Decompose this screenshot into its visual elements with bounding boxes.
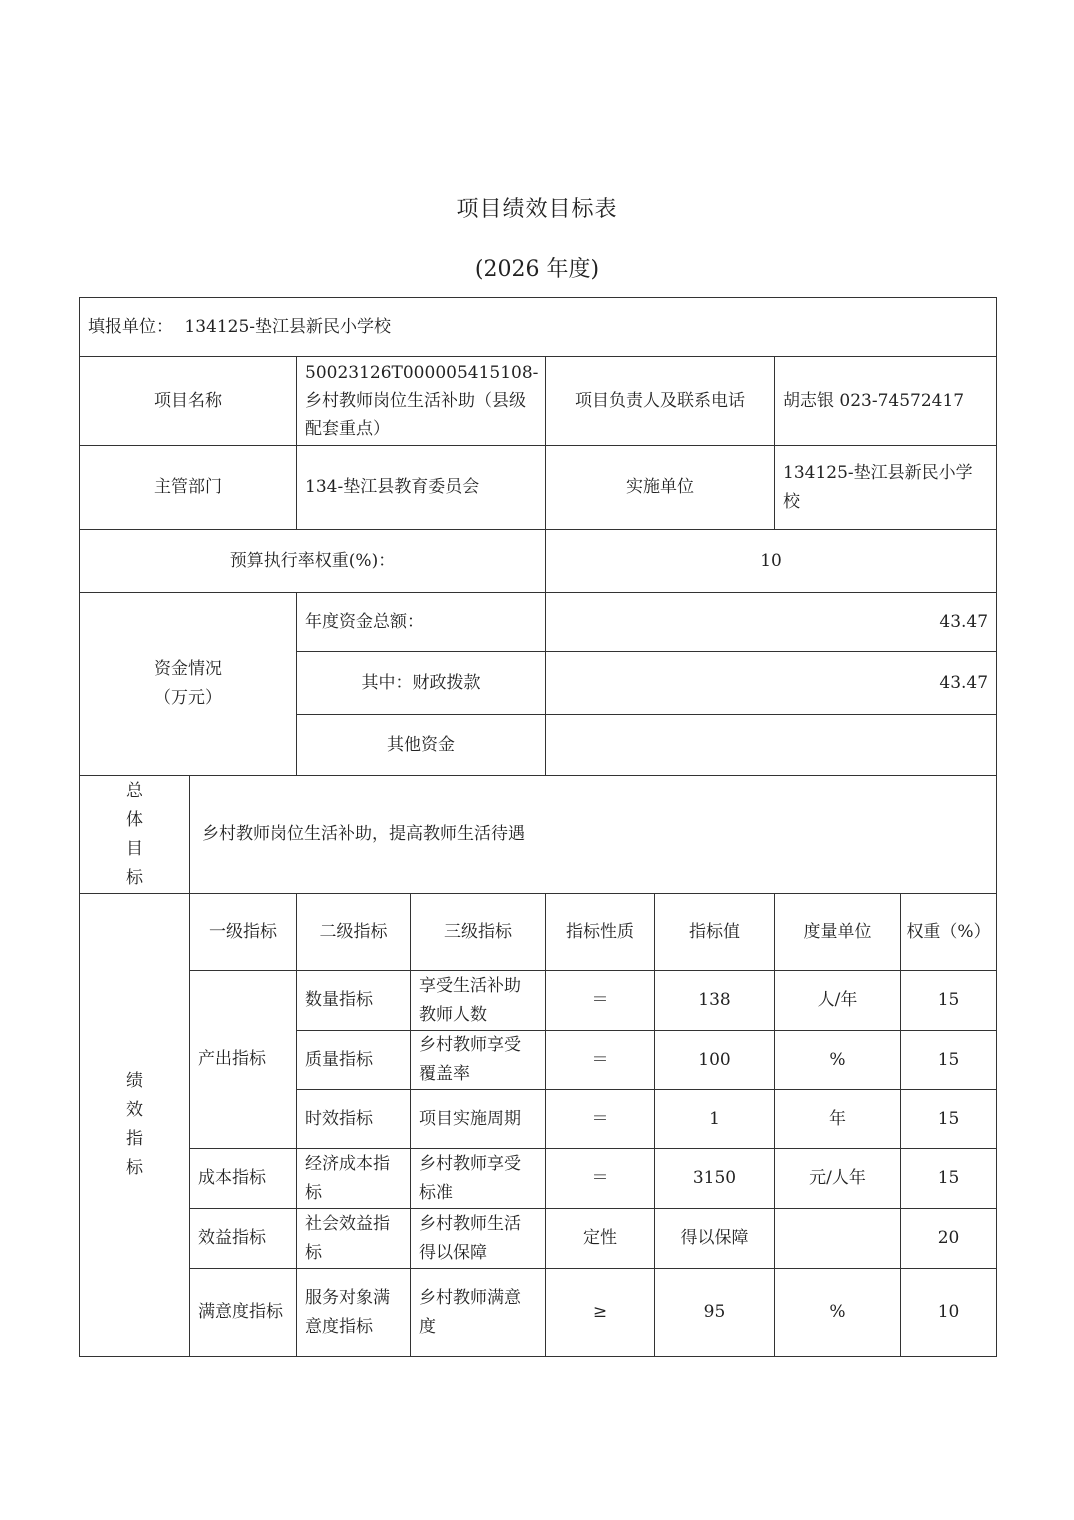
- level1-output: 产出指标: [190, 971, 297, 1149]
- value-cell: 138: [655, 971, 775, 1031]
- level3-cell: 享受生活补助教师人数: [411, 971, 546, 1031]
- performance-goal-table: [79, 297, 997, 1357]
- level3-cell: 乡村教师生活得以保障: [411, 1209, 546, 1269]
- weight-cell: 10: [901, 1269, 997, 1357]
- project-name-row: [80, 357, 997, 446]
- department-label: 主管部门: [80, 446, 297, 530]
- overall-goal-text: 乡村教师岗位生活补助，提高教师生活待遇: [190, 776, 997, 894]
- perf-indicator-label: [80, 894, 190, 1357]
- contact-value: 胡志银 023-74572417: [775, 357, 997, 446]
- implementer-label: 实施单位: [546, 446, 775, 530]
- level3-cell: 乡村教师享受覆盖率: [411, 1031, 546, 1090]
- perf-label-char-4: 标: [126, 1158, 143, 1178]
- reporting-unit-cell: [80, 298, 997, 357]
- level1-satisfaction: 满意度指标: [190, 1269, 297, 1357]
- value-cell: 1: [655, 1090, 775, 1149]
- unit-cell: 人/年: [775, 971, 901, 1031]
- nature-cell: ＝: [546, 971, 655, 1031]
- nature-cell: 定性: [546, 1209, 655, 1269]
- funds-label-2: （万元）: [154, 688, 222, 708]
- other-funds-label: 其他资金: [297, 715, 546, 776]
- level2-cell: 社会效益指标: [297, 1209, 411, 1269]
- weight-cell: 15: [901, 971, 997, 1031]
- unit-cell: %: [775, 1031, 901, 1090]
- budget-rate-value: 10: [546, 530, 997, 593]
- other-funds-value: [546, 715, 997, 776]
- header-level1: 一级指标: [190, 894, 297, 971]
- annual-total-row: [80, 593, 997, 652]
- value-cell: 3150: [655, 1149, 775, 1209]
- annual-total-value: 43.47: [546, 593, 997, 652]
- unit-cell: 年: [775, 1090, 901, 1149]
- perf-label-char-3: 指: [126, 1129, 143, 1149]
- overall-goal-char-3: 目: [126, 838, 143, 859]
- project-name-code: 50023126T000005415108-: [305, 363, 539, 383]
- value-cell: 100: [655, 1031, 775, 1090]
- nature-cell: ＝: [546, 1149, 655, 1209]
- level2-cell: 时效指标: [297, 1090, 411, 1149]
- budget-rate-label: 预算执行率权重(%)：: [80, 530, 546, 593]
- table-row: [80, 1149, 997, 1209]
- overall-goal-row: [80, 776, 997, 894]
- project-name-label: 项目名称: [80, 357, 297, 446]
- unit-cell: [775, 1209, 901, 1269]
- level2-cell: 服务对象满意度指标: [297, 1269, 411, 1357]
- project-name-value: [297, 357, 546, 446]
- level3-cell: 乡村教师享受标准: [411, 1149, 546, 1209]
- reporting-unit-label: 填报单位：: [88, 316, 173, 337]
- fiscal-label: 其中：财政拨款: [297, 652, 546, 715]
- overall-goal-label: [80, 776, 190, 894]
- department-row: [80, 446, 997, 530]
- value-cell: 得以保障: [655, 1209, 775, 1269]
- weight-cell: 15: [901, 1031, 997, 1090]
- budget-rate-row: [80, 530, 997, 593]
- level3-cell: 乡村教师满意度: [411, 1269, 546, 1357]
- header-nature: 指标性质: [546, 894, 655, 971]
- level2-cell: 经济成本指标: [297, 1149, 411, 1209]
- level1-cost: 成本指标: [190, 1149, 297, 1209]
- page-year: (2026 年度): [474, 257, 600, 282]
- weight-cell: 15: [901, 1149, 997, 1209]
- header-value: 指标值: [655, 894, 775, 971]
- reporting-unit-value: 134125-垫江县新民小学校: [184, 316, 392, 337]
- nature-cell: ＝: [546, 1090, 655, 1149]
- annual-total-label: 年度资金总额：: [297, 593, 546, 652]
- value-cell: 95: [655, 1269, 775, 1357]
- funds-label-1: 资金情况: [154, 659, 222, 679]
- level1-benefit: 效益指标: [190, 1209, 297, 1269]
- fiscal-value: 43.47: [546, 652, 997, 715]
- level2-cell: 质量指标: [297, 1031, 411, 1090]
- nature-cell: ≥: [546, 1269, 655, 1357]
- perf-label-char-1: 绩: [126, 1071, 143, 1091]
- contact-label: 项目负责人及联系电话: [546, 357, 775, 446]
- funds-label: [80, 593, 297, 776]
- header-weight: 权重（%）: [901, 894, 997, 971]
- overall-goal-char-1: 总: [126, 780, 143, 801]
- table-row: [80, 971, 997, 1031]
- weight-cell: 20: [901, 1209, 997, 1269]
- header-level3: 三级指标: [411, 894, 546, 971]
- implementer-value: 134125-垫江县新民小学校: [775, 446, 997, 530]
- indicator-header-row: [80, 894, 997, 971]
- overall-goal-char-2: 体: [126, 809, 143, 830]
- unit-cell: 元/人年: [775, 1149, 901, 1209]
- page-title: 项目绩效目标表: [456, 197, 618, 222]
- table-row: [80, 1209, 997, 1269]
- level3-cell: 项目实施周期: [411, 1090, 546, 1149]
- level2-cell: 数量指标: [297, 971, 411, 1031]
- header-level2: 二级指标: [297, 894, 411, 971]
- project-name-text: 乡村教师岗位生活补助（县级配套重点）: [305, 391, 526, 439]
- department-value: 134-垫江县教育委员会: [297, 446, 546, 530]
- unit-cell: %: [775, 1269, 901, 1357]
- nature-cell: ＝: [546, 1031, 655, 1090]
- header-unit: 度量单位: [775, 894, 901, 971]
- reporting-unit-row: [80, 298, 997, 357]
- table-row: [80, 1269, 997, 1357]
- overall-goal-char-4: 标: [126, 867, 143, 888]
- weight-cell: 15: [901, 1090, 997, 1149]
- perf-label-char-2: 效: [126, 1100, 143, 1120]
